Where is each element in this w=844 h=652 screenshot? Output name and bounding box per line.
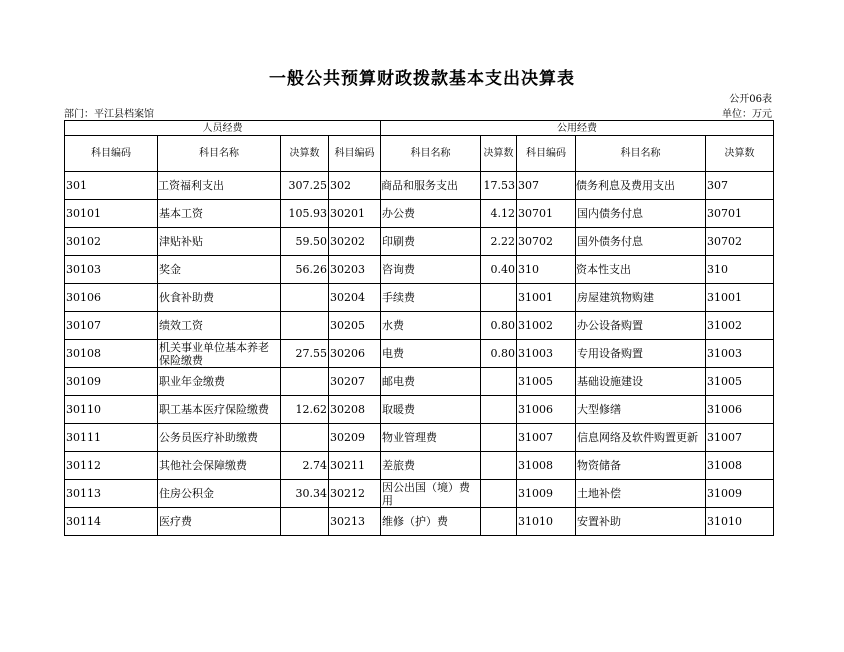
- cell-amount-2: 0.40: [481, 256, 517, 284]
- cell-amount-1: [281, 368, 329, 396]
- cell-name-1: 职业年金缴费: [158, 368, 281, 396]
- cell-code-2: 30204: [329, 284, 381, 312]
- cell-code-2: 30205: [329, 312, 381, 340]
- cell-name-2: 维修（护）费: [381, 508, 481, 536]
- cell-name-1: 基本工资: [158, 200, 281, 228]
- cell-amount-3: 31001: [706, 284, 774, 312]
- group-personnel: 人员经费: [65, 121, 381, 136]
- cell-code-1: 30102: [65, 228, 158, 256]
- cell-amount-3: 307: [706, 172, 774, 200]
- cell-amount-3: 31010: [706, 508, 774, 536]
- cell-code-1: 30112: [65, 452, 158, 480]
- cell-amount-3: 31009: [706, 480, 774, 508]
- header-name-1: 科目名称: [158, 136, 281, 172]
- cell-code-3: 30702: [517, 228, 576, 256]
- group-public: 公用经费: [381, 121, 774, 136]
- report-title: 一般公共预算财政拨款基本支出决算表: [269, 69, 575, 89]
- cell-code-2: 30209: [329, 424, 381, 452]
- cell-code-2: 30202: [329, 228, 381, 256]
- cell-code-1: 30106: [65, 284, 158, 312]
- cell-amount-1: [281, 508, 329, 536]
- expenditure-table: [64, 120, 774, 536]
- header-amount-3: 决算数: [706, 136, 774, 172]
- unit-label: 单位：万元: [722, 109, 772, 120]
- cell-code-3: 31002: [517, 312, 576, 340]
- cell-amount-2: [481, 396, 517, 424]
- cell-name-3: 专用设备购置: [576, 340, 706, 368]
- cell-name-2: 因公出国（境）费用: [381, 480, 481, 508]
- table-row: [65, 200, 774, 228]
- table-row: [65, 480, 774, 508]
- cell-amount-2: [481, 284, 517, 312]
- cell-amount-2: [481, 424, 517, 452]
- cell-name-3: 基础设施建设: [576, 368, 706, 396]
- cell-code-1: 30109: [65, 368, 158, 396]
- cell-code-3: 31009: [517, 480, 576, 508]
- cell-name-3: 信息网络及软件购置更新: [576, 424, 706, 452]
- cell-amount-3: 30702: [706, 228, 774, 256]
- table-row: [65, 172, 774, 200]
- cell-code-2: 30208: [329, 396, 381, 424]
- cell-code-2: 30201: [329, 200, 381, 228]
- table-row: [65, 340, 774, 368]
- cell-code-3: 31001: [517, 284, 576, 312]
- cell-amount-1: 30.34: [281, 480, 329, 508]
- header-code-1: 科目编码: [65, 136, 158, 172]
- cell-name-3: 办公设备购置: [576, 312, 706, 340]
- cell-amount-2: [481, 452, 517, 480]
- cell-amount-2: 17.53: [481, 172, 517, 200]
- cell-name-1: 住房公积金: [158, 480, 281, 508]
- cell-amount-1: 2.74: [281, 452, 329, 480]
- table-row: [65, 508, 774, 536]
- cell-name-1: 津贴补贴: [158, 228, 281, 256]
- cell-name-2: 手续费: [381, 284, 481, 312]
- cell-amount-1: [281, 312, 329, 340]
- cell-code-3: 31010: [517, 508, 576, 536]
- cell-name-1: 职工基本医疗保险缴费: [158, 396, 281, 424]
- form-number: 公开06表: [729, 94, 772, 105]
- header-code-3: 科目编码: [517, 136, 576, 172]
- cell-code-1: 30113: [65, 480, 158, 508]
- header-code-2: 科目编码: [329, 136, 381, 172]
- cell-amount-2: [481, 368, 517, 396]
- cell-amount-2: 0.80: [481, 340, 517, 368]
- cell-amount-1: 105.93: [281, 200, 329, 228]
- cell-amount-1: 59.50: [281, 228, 329, 256]
- cell-code-3: 310: [517, 256, 576, 284]
- cell-amount-1: [281, 424, 329, 452]
- cell-amount-2: [481, 508, 517, 536]
- cell-code-1: 30114: [65, 508, 158, 536]
- cell-name-1: 公务员医疗补助缴费: [158, 424, 281, 452]
- cell-name-2: 印刷费: [381, 228, 481, 256]
- cell-amount-1: 307.25: [281, 172, 329, 200]
- table-row: [65, 368, 774, 396]
- cell-amount-1: 12.62: [281, 396, 329, 424]
- table-row: [65, 228, 774, 256]
- cell-name-1: 医疗费: [158, 508, 281, 536]
- cell-amount-3: 31002: [706, 312, 774, 340]
- cell-name-3: 物资储备: [576, 452, 706, 480]
- cell-name-3: 国内债务付息: [576, 200, 706, 228]
- cell-name-1: 绩效工资: [158, 312, 281, 340]
- cell-code-3: 30701: [517, 200, 576, 228]
- cell-code-2: 302: [329, 172, 381, 200]
- cell-name-2: 水费: [381, 312, 481, 340]
- department-label: 部门：平江县档案馆: [64, 109, 154, 120]
- cell-code-2: 30211: [329, 452, 381, 480]
- cell-amount-1: 27.55: [281, 340, 329, 368]
- table-row: [65, 396, 774, 424]
- table-row: [65, 284, 774, 312]
- cell-code-3: 31005: [517, 368, 576, 396]
- cell-name-2: 咨询费: [381, 256, 481, 284]
- cell-code-3: 307: [517, 172, 576, 200]
- cell-code-3: 31007: [517, 424, 576, 452]
- group-header-row: [65, 121, 774, 136]
- cell-code-2: 30213: [329, 508, 381, 536]
- table-row: [65, 256, 774, 284]
- cell-code-2: 30206: [329, 340, 381, 368]
- cell-amount-2: 2.22: [481, 228, 517, 256]
- cell-name-2: 邮电费: [381, 368, 481, 396]
- table-row: [65, 452, 774, 480]
- cell-code-1: 30111: [65, 424, 158, 452]
- cell-code-2: 30212: [329, 480, 381, 508]
- header-amount-2: 决算数: [481, 136, 517, 172]
- cell-code-2: 30203: [329, 256, 381, 284]
- cell-name-2: 商品和服务支出: [381, 172, 481, 200]
- cell-name-1: 奖金: [158, 256, 281, 284]
- cell-name-3: 房屋建筑物购建: [576, 284, 706, 312]
- cell-code-3: 31006: [517, 396, 576, 424]
- cell-code-1: 30108: [65, 340, 158, 368]
- cell-name-1: 其他社会保障缴费: [158, 452, 281, 480]
- header-name-3: 科目名称: [576, 136, 706, 172]
- cell-name-2: 取暖费: [381, 396, 481, 424]
- cell-amount-2: [481, 480, 517, 508]
- cell-amount-2: 0.80: [481, 312, 517, 340]
- cell-name-3: 资本性支出: [576, 256, 706, 284]
- cell-code-3: 31008: [517, 452, 576, 480]
- cell-amount-3: 31007: [706, 424, 774, 452]
- table-row: [65, 424, 774, 452]
- table-row: [65, 312, 774, 340]
- cell-amount-2: 4.12: [481, 200, 517, 228]
- cell-amount-3: 31003: [706, 340, 774, 368]
- header-amount-1: 决算数: [281, 136, 329, 172]
- cell-code-1: 301: [65, 172, 158, 200]
- cell-code-2: 30207: [329, 368, 381, 396]
- cell-name-3: 土地补偿: [576, 480, 706, 508]
- cell-name-1: 机关事业单位基本养老保险缴费: [158, 340, 281, 368]
- cell-amount-1: [281, 284, 329, 312]
- cell-code-1: 30103: [65, 256, 158, 284]
- cell-name-2: 办公费: [381, 200, 481, 228]
- cell-name-2: 物业管理费: [381, 424, 481, 452]
- header-name-2: 科目名称: [381, 136, 481, 172]
- cell-name-1: 工资福利支出: [158, 172, 281, 200]
- cell-code-1: 30107: [65, 312, 158, 340]
- cell-amount-3: 31005: [706, 368, 774, 396]
- cell-amount-3: 31006: [706, 396, 774, 424]
- cell-name-3: 大型修缮: [576, 396, 706, 424]
- cell-name-3: 安置补助: [576, 508, 706, 536]
- cell-name-3: 国外债务付息: [576, 228, 706, 256]
- cell-name-3: 债务利息及费用支出: [576, 172, 706, 200]
- cell-amount-3: 310: [706, 256, 774, 284]
- cell-code-3: 31003: [517, 340, 576, 368]
- cell-code-1: 30101: [65, 200, 158, 228]
- cell-name-1: 伙食补助费: [158, 284, 281, 312]
- cell-amount-3: 31008: [706, 452, 774, 480]
- cell-name-2: 电费: [381, 340, 481, 368]
- column-header-row: [65, 136, 774, 172]
- cell-amount-1: 56.26: [281, 256, 329, 284]
- cell-code-1: 30110: [65, 396, 158, 424]
- cell-name-2: 差旅费: [381, 452, 481, 480]
- cell-amount-3: 30701: [706, 200, 774, 228]
